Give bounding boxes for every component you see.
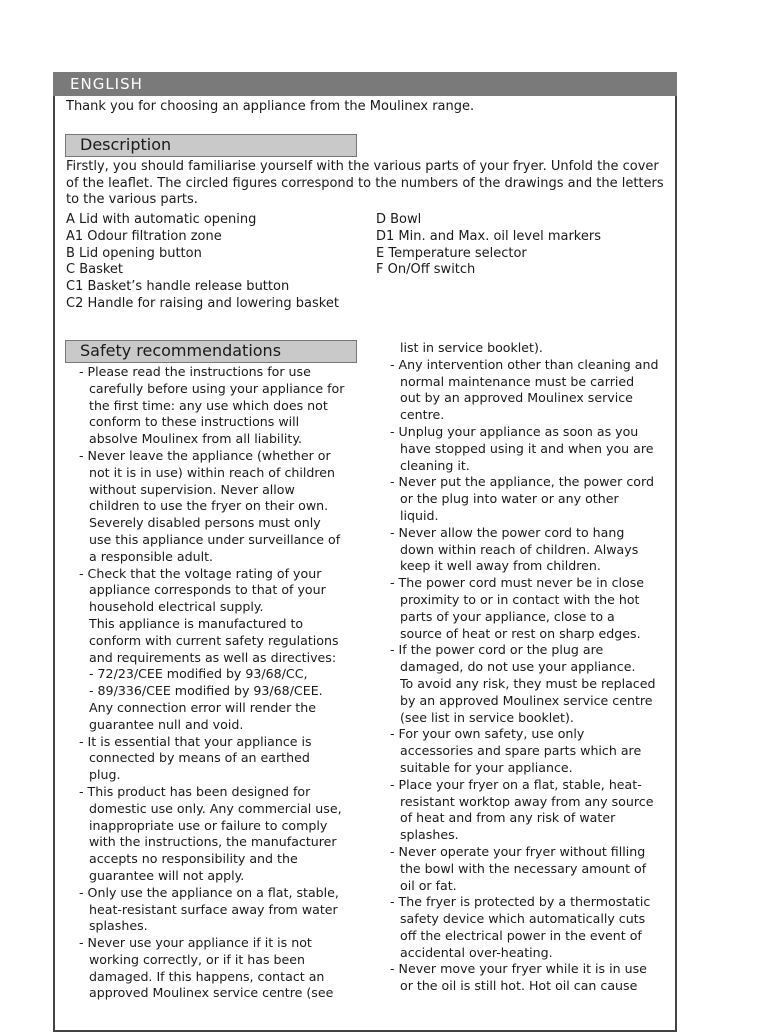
safety-text-line: keep it well away from children. xyxy=(400,558,601,574)
safety-text-line: household electrical supply. xyxy=(89,599,264,615)
safety-text-line: - Never move your fryer while it is in use xyxy=(390,961,647,977)
safety-text-line: carefully before using your appliance for xyxy=(89,380,345,396)
part-item: C Basket xyxy=(66,262,124,278)
safety-text-line: - Never allow the power cord to hang xyxy=(390,524,625,540)
safety-column-left xyxy=(79,364,344,1002)
safety-text-line: have stopped using it and when you are xyxy=(400,440,654,456)
safety-text-line: accidental over-heating. xyxy=(400,944,553,960)
safety-text-line: conform with current safety regulations xyxy=(89,632,339,648)
safety-text-line: a responsible adult. xyxy=(89,548,214,564)
safety-text-line: accessories and spare parts which are xyxy=(400,743,642,759)
intro-text: Thank you for choosing an appliance from the Moulinex range. xyxy=(66,99,475,114)
safety-text-line: - Never put the appliance, the power cord xyxy=(390,474,654,490)
safety-text-line: - Unplug your appliance as soon as you xyxy=(390,423,639,439)
description-text xyxy=(66,159,670,209)
safety-text-line: damaged, do not use your appliance. xyxy=(400,659,636,675)
safety-text-line: liquid. xyxy=(400,507,439,523)
safety-text-line: of heat and from any risk of water xyxy=(400,810,616,826)
safety-text-line: approved Moulinex service centre (see xyxy=(89,985,334,1001)
safety-heading: Safety recommendations xyxy=(65,340,357,363)
safety-text-line: connected by means of an earthed xyxy=(89,750,310,766)
description-line: of the leaflet. The circled figures correspond to the numbers of the drawings and the letters xyxy=(66,175,664,191)
part-item: A1 Odour filtration zone xyxy=(66,228,222,244)
parts-list-right xyxy=(376,212,601,279)
safety-text-line: down within reach of children. Always xyxy=(400,541,639,557)
safety-text-line: Any connection error will render the xyxy=(89,699,316,715)
safety-text-line: without supervision. Never allow xyxy=(89,481,295,497)
safety-text-line: the first time: any use which does not xyxy=(89,397,328,413)
safety-text-line: domestic use only. Any commercial use, xyxy=(89,800,342,816)
safety-text-line: - Place your fryer on a flat, stable, heat- xyxy=(390,776,642,792)
safety-text-line: cleaning it. xyxy=(400,457,470,473)
safety-text-line: appliance corresponds to that of your xyxy=(89,582,326,598)
part-item: B Lid opening button xyxy=(66,245,202,261)
safety-text-line: or the plug into water or any other xyxy=(400,491,619,507)
safety-text-line: children to use the fryer on their own. xyxy=(89,498,329,514)
safety-text-line: (see list in service booklet). xyxy=(400,709,574,725)
parts-list-left xyxy=(66,212,339,313)
safety-text-line: - The power cord must never be in close xyxy=(390,575,645,591)
safety-text-line: splashes. xyxy=(89,918,148,934)
part-item: C1 Basket’s handle release button xyxy=(66,279,290,295)
safety-text-line: inappropriate use or failure to comply xyxy=(89,817,328,833)
safety-text-line: guarantee will not apply. xyxy=(89,867,245,883)
description-line: to the various parts. xyxy=(66,192,198,207)
safety-text-line: use this appliance under surveillance of xyxy=(89,531,341,547)
part-item: F On/Off switch xyxy=(376,262,476,278)
safety-text-line: This appliance is manufactured to xyxy=(89,615,304,631)
safety-text-line: - 89/336/CEE modified by 93/68/CEE. xyxy=(89,683,323,699)
safety-text-line: splashes. xyxy=(400,827,459,843)
safety-text-line: - Please read the instructions for use xyxy=(79,364,311,379)
safety-text-line: normal maintenance must be carried xyxy=(400,373,635,389)
safety-text-line: proximity to or in contact with the hot xyxy=(400,591,640,607)
safety-text-line: centre. xyxy=(400,407,445,423)
safety-text-line: conform to these instructions will xyxy=(89,414,300,430)
safety-column-right xyxy=(390,340,658,995)
language-bar: ENGLISH xyxy=(53,72,677,96)
safety-text-line: - Any intervention other than cleaning and xyxy=(390,356,659,372)
safety-text-line: - This product has been designed for xyxy=(79,783,311,799)
safety-text-line: list in service booklet). xyxy=(400,340,543,355)
safety-text-line: resistant worktop away from any source xyxy=(400,793,654,809)
safety-text-line: parts of your appliance, close to a xyxy=(400,608,615,624)
safety-text-line: - Never leave the appliance (whether or xyxy=(79,447,331,463)
safety-text-line: damaged. If this happens, contact an xyxy=(89,968,325,984)
safety-text-line: working correctly, or if it has been xyxy=(89,951,306,967)
safety-text-line: source of heat or rest on sharp edges. xyxy=(400,625,641,641)
part-item: D1 Min. and Max. oil level markers xyxy=(376,228,601,244)
safety-text-line: - It is essential that your appliance is xyxy=(79,733,312,749)
safety-text-line: safety device which automatically cuts xyxy=(400,911,646,927)
part-item: C2 Handle for raising and lowering basket xyxy=(66,295,339,311)
description-heading: Description xyxy=(65,134,357,157)
safety-text-line: - If the power cord or the plug are xyxy=(390,642,604,658)
safety-text-line: - 72/23/CEE modified by 93/68/CC, xyxy=(89,666,308,682)
safety-text-line: suitable for your appliance. xyxy=(400,759,573,775)
safety-text-line: Severely disabled persons must only xyxy=(89,515,321,531)
safety-text-line: out by an approved Moulinex service xyxy=(400,390,633,406)
safety-text-line: with the instructions, the manufacturer xyxy=(89,834,337,850)
safety-text-line: plug. xyxy=(89,767,121,783)
safety-text-line: absolve Moulinex from all liability. xyxy=(89,431,303,447)
safety-text-line: - Check that the voltage rating of your xyxy=(79,565,322,581)
safety-text-line: - Never operate your fryer without filling xyxy=(390,843,646,859)
safety-text-line: - Never use your appliance if it is not xyxy=(79,935,312,951)
safety-text-line: by an approved Moulinex service centre xyxy=(400,692,653,708)
safety-text-line: - Only use the appliance on a flat, stable, xyxy=(79,884,339,900)
safety-text-line: oil or fat. xyxy=(400,877,457,893)
safety-text-line: - For your own safety, use only xyxy=(390,726,585,742)
safety-text-line: off the electrical power in the event of xyxy=(400,927,642,943)
safety-text-line: or the oil is still hot. Hot oil can cause xyxy=(400,978,638,994)
part-item: A Lid with automatic opening xyxy=(66,212,257,227)
safety-text-line: To avoid any risk, they must be replaced xyxy=(400,675,656,691)
part-item: E Temperature selector xyxy=(376,245,527,261)
safety-text-line: the bowl with the necessary amount of xyxy=(400,860,647,876)
safety-text-line: and requirements as well as directives: xyxy=(89,649,337,665)
description-line: Firstly, you should familiarise yourself with the various parts of your fryer. Unfold the cover xyxy=(66,159,659,174)
safety-text-line: guarantee null and void. xyxy=(89,716,244,732)
safety-text-line: - The fryer is protected by a thermostatic xyxy=(390,894,651,910)
part-item: D Bowl xyxy=(376,212,422,227)
safety-text-line: accepts no responsibility and the xyxy=(89,851,298,867)
safety-text-line: not it is in use) within reach of children xyxy=(89,464,335,480)
safety-text-line: heat-resistant surface away from water xyxy=(89,901,338,917)
